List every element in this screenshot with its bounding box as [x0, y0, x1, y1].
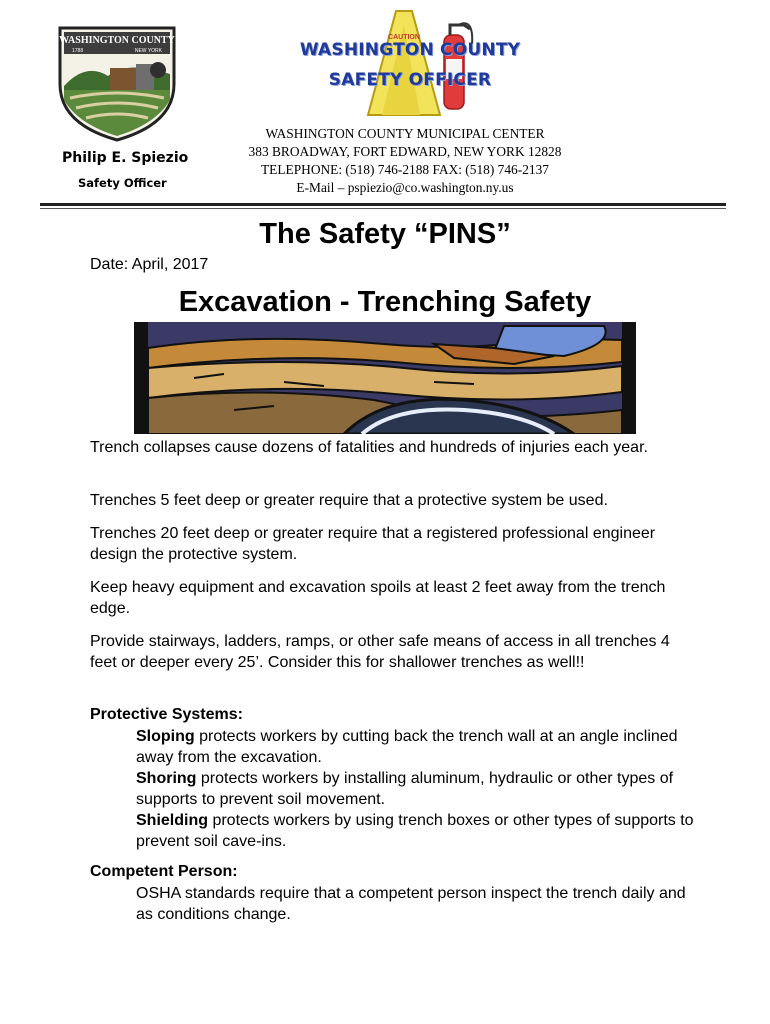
- sloping-description: protects workers by cutting back the trench wall at an angle inclined away from the excavation.: [136, 728, 678, 766]
- sloping-term: Sloping: [136, 728, 195, 745]
- shoring-term: Shoring: [136, 770, 197, 787]
- shoring-description: protects workers by installing aluminum, hydraulic or other types of supports to prevent soil movement.: [136, 770, 674, 808]
- body-paragraph: Provide stairways, ladders, ramps, or other safe means of access in all trenches 4 feet or deeper every 25’. Consider this for shallower trenches as well!!: [90, 633, 670, 671]
- body-paragraph: Keep heavy equipment and excavation spoils at least 2 feet away from the trench edge.: [90, 579, 666, 617]
- header-divider: [40, 203, 726, 206]
- header-divider-thin: [40, 208, 726, 209]
- caution-sign-text: CAUTION: [388, 34, 420, 41]
- seal-county-text: WASHINGTON COUNTY: [59, 35, 175, 46]
- shoring-item: [136, 768, 696, 810]
- document-title: The Safety “PINS”: [259, 218, 511, 250]
- shielding-item: [136, 810, 696, 852]
- official-name: Philip E. Spiezio: [62, 150, 189, 166]
- contact-phone-line: TELEPHONE: (518) 746-2188 FAX: (518) 746-2137: [261, 162, 549, 177]
- shielding-term: Shielding: [136, 812, 208, 829]
- seal-state-text: NEW YORK: [134, 48, 162, 54]
- competent-person-heading: Competent Person:: [90, 863, 238, 880]
- document-date: Date: April, 2017: [90, 256, 209, 273]
- body-paragraph: Trench collapses cause dozens of fatalities and hundreds of injuries each year.: [90, 439, 648, 456]
- organization-name: WASHINGTON COUNTY: [299, 40, 521, 60]
- body-paragraph: Trenches 20 feet deep or greater require that a registered professional engineer design the protective system.: [90, 525, 656, 563]
- topic-title: Excavation - Trenching Safety: [178, 286, 592, 318]
- official-title: Safety Officer: [78, 176, 167, 190]
- contact-email-line: E-Mail – pspiezio@co.washington.ny.us: [296, 180, 514, 195]
- county-seal-logo: [56, 24, 178, 142]
- address-line: 383 BROADWAY, FORT EDWARD, NEW YORK 12828: [248, 144, 562, 159]
- sloping-item: [136, 726, 696, 768]
- shielding-description: protects workers by using trench boxes or other types of supports to prevent soil cave-ins.: [136, 812, 694, 850]
- body-paragraph: Trenches 5 feet deep or greater require that a protective system be used.: [90, 492, 608, 509]
- protective-systems-heading: Protective Systems:: [90, 706, 243, 723]
- seal-year-text: 1788: [72, 48, 84, 54]
- trench-illustration: [134, 322, 636, 434]
- organization-department: SAFETY OFFICER: [328, 70, 492, 90]
- competent-person-text: OSHA standards require that a competent person inspect the trench daily and as conditions change.: [136, 885, 686, 923]
- address-line: WASHINGTON COUNTY MUNICIPAL CENTER: [265, 126, 545, 141]
- safety-equipment-illustration: [338, 5, 478, 125]
